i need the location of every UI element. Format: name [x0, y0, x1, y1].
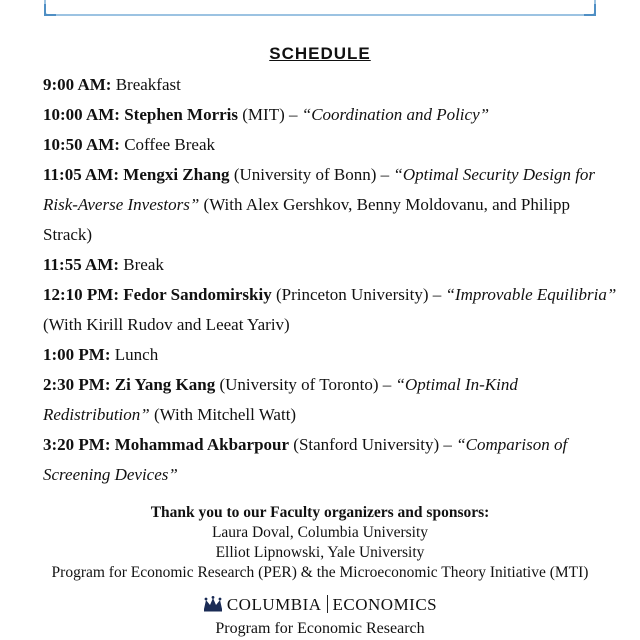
entry-time: 10:00 AM:	[43, 105, 120, 124]
logo-divider	[327, 595, 328, 613]
schedule-entry	[43, 160, 623, 250]
schedule-entry	[43, 340, 623, 370]
crown-icon	[203, 596, 223, 617]
entry-speaker: Stephen Morris	[124, 105, 239, 124]
entry-time: 2:30 PM:	[43, 375, 111, 394]
entry-affiliation: (Stanford University) –	[289, 435, 457, 454]
entry-time: 12:10 PM:	[43, 285, 120, 304]
entry-talk-title: “Improvable Equilibria”	[445, 285, 617, 304]
schedule-list	[43, 70, 623, 490]
entry-speaker: Zi Yang Kang	[114, 375, 216, 394]
entry-talk-title: “Optimal In-Kind Redistribution”	[43, 375, 518, 424]
entry-talk-title: “Optimal Security Design for Risk-Averse Investors”	[43, 165, 596, 214]
logo-economics-text: ECONOMICS	[332, 595, 438, 614]
entry-speaker: Fedor Sandomirskiy	[123, 285, 272, 304]
entry-coauthors: (With Kirill Rudov and Leeat Yariv)	[43, 315, 290, 334]
frame-corner-right	[584, 4, 596, 16]
entry-coauthors: (With Alex Gershkov, Benny Moldovanu, and Philipp Strack)	[43, 195, 571, 244]
entry-text: Lunch	[110, 345, 159, 364]
columbia-economics-logo	[0, 595, 640, 617]
schedule-entry	[43, 100, 623, 130]
header-frame	[44, 0, 596, 16]
entry-time: 1:00 PM:	[43, 345, 111, 364]
entry-coauthors: (With Mitchell Watt)	[149, 405, 297, 424]
entry-time: 9:00 AM:	[43, 75, 112, 94]
entry-speaker: Mohammad Akbarpour	[114, 435, 290, 454]
entry-text: Break	[119, 255, 164, 274]
logo-columbia-text: COLUMBIA	[226, 595, 322, 614]
entry-text: Coffee Break	[119, 135, 216, 154]
organizer-line: Elliot Lipnowski, Yale University	[215, 544, 425, 561]
schedule-heading: SCHEDULE	[269, 44, 371, 63]
entry-time: 11:55 AM:	[43, 255, 120, 274]
schedule-entry	[43, 130, 623, 160]
schedule-entry	[43, 70, 623, 100]
schedule-entry	[43, 280, 623, 340]
entry-talk-title: “Comparison of Screening Devices”	[43, 435, 568, 484]
frame-corner-left	[44, 4, 56, 16]
program-name: Program for Economic Research	[215, 620, 425, 637]
entry-affiliation: (Princeton University) –	[271, 285, 446, 304]
entry-time: 10:50 AM:	[43, 135, 120, 154]
entry-speaker: Mengxi Zhang	[123, 165, 230, 184]
schedule-entry	[43, 430, 623, 490]
entry-talk-title: “Coordination and Policy”	[301, 105, 490, 124]
entry-text: Breakfast	[111, 75, 181, 94]
schedule-entry	[43, 370, 623, 430]
organizer-line: Laura Doval, Columbia University	[211, 524, 429, 541]
thanks-line: Thank you to our Faculty organizers and sponsors:	[150, 504, 490, 521]
sponsor-line: Program for Economic Research (PER) & the Microeconomic Theory Initiative (MTI)	[51, 564, 589, 581]
schedule-entry	[43, 250, 623, 280]
entry-affiliation: (University of Bonn) –	[229, 165, 394, 184]
entry-time: 11:05 AM:	[43, 165, 120, 184]
entry-affiliation: (University of Toronto) –	[215, 375, 396, 394]
entry-affiliation: (MIT) –	[238, 105, 302, 124]
entry-time: 3:20 PM:	[43, 435, 111, 454]
sponsors-footer	[0, 503, 640, 583]
